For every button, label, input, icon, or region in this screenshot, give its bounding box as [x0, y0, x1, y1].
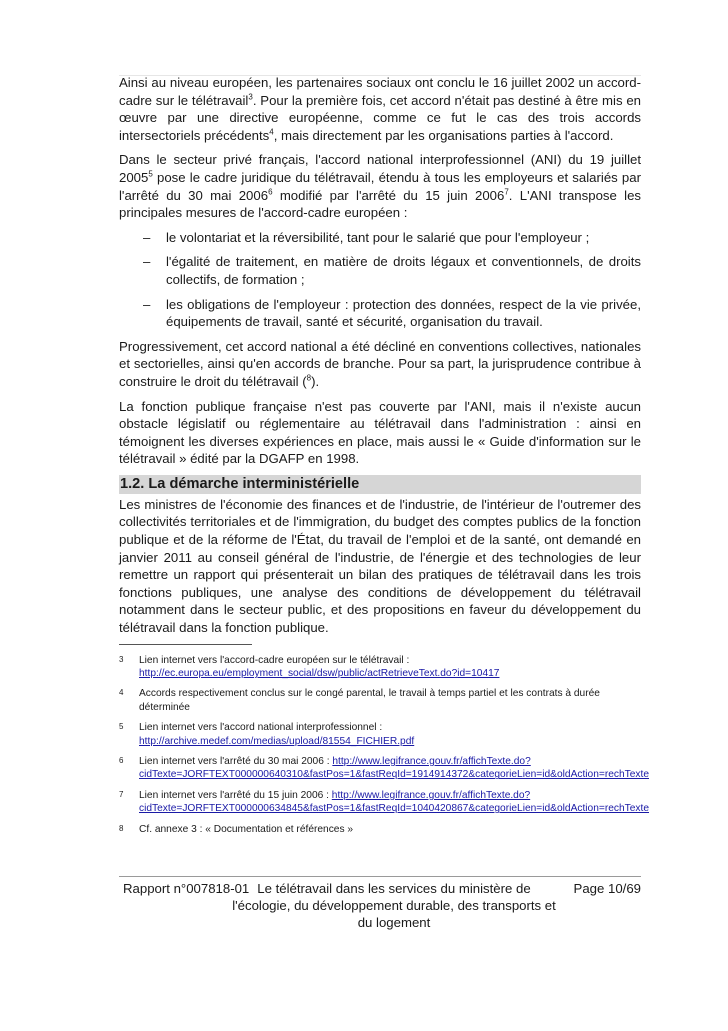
section-heading: 1.2. La démarche interministérielle: [119, 475, 641, 494]
footnote-3: [119, 654, 641, 681]
footnote-text: Lien internet vers l'accord-cadre européen sur le télétravail :: [139, 654, 410, 666]
footnote-7: [119, 789, 649, 816]
page-footer: [119, 880, 641, 930]
footnote-ref-4[interactable]: 4: [269, 127, 274, 137]
footer-rule: [119, 876, 641, 877]
report-title: Le télétravail dans les services du ministère de l'écologie, du développement durable, des transports et du logement: [232, 881, 556, 930]
footnote-number: 7: [119, 789, 124, 799]
report-reference: Rapport n°007818-01: [123, 881, 250, 896]
page-number: Page 10/69: [573, 881, 641, 896]
footnote-text: Lien internet vers l'accord national interprofessionnel :: [139, 722, 383, 734]
footnote-text: Lien internet vers l'arrêté du 30 mai 2006 :: [139, 756, 333, 768]
footnote-text: Lien internet vers l'arrêté du 15 juin 2006 :: [139, 789, 332, 801]
footnote-ref-7[interactable]: 7: [504, 187, 509, 197]
footnote-link[interactable]: http://archive.medef.com/medias/upload/81554_FICHIER.pdf: [139, 735, 415, 747]
footnote-ref-5[interactable]: 5: [148, 169, 153, 179]
footnote-6: [119, 755, 649, 782]
footnote-ref-6[interactable]: 6: [268, 187, 273, 197]
measures-list: [119, 229, 641, 331]
page-body: [119, 74, 649, 843]
footnote-link[interactable]: http://www.legifrance.gouv.fr/affichTexte.do?cidTexte=JORFTEXT000000640310&fastPos=1&fastReqId=1914914372&categorieLien=id&oldAction=rechTexte: [139, 756, 649, 781]
footnote-number: 8: [119, 823, 124, 833]
footnote-number: 6: [119, 756, 124, 766]
footnote-number: 4: [119, 688, 124, 698]
paragraph-progressively: Progressivement, cet accord national a été décliné en conventions collectives, nationales et sectorielles, ainsi qu'en accords de branche. Pour sa part, la jurisprudence contribue à construire le droit du télétravail ($^8$).: [119, 338, 641, 389]
footnote-number: 5: [119, 722, 124, 732]
paragraph-private-sector: Dans le secteur privé français, l'accord national interprofessionnel (ANI) du 19 juillet 2005$^5$ pose le cadre juridique du télétravail, étendu à tous les employeurs et salariés par l'arrêté du 30 mai 2006$^6$ modifié par l'arrêté du 15 juin 2006$^7$. L'ANI transpose les principales mesures de l'accord-cadre européen :: [119, 152, 641, 221]
footnote-8: [119, 823, 641, 836]
footnote-link[interactable]: http://ec.europa.eu/employment_social/dsw/public/actRetrieveText.do?id=10417: [139, 668, 500, 680]
footnote-4: [119, 687, 641, 714]
footnote-link[interactable]: http://www.legifrance.gouv.fr/affichTexte.do?cidTexte=JORFTEXT000000634845&fastPos=1&fastReqId=1040420867&categorieLien=id&oldAction=rechTexte: [139, 789, 649, 815]
footnote-5: [119, 721, 641, 748]
dash-bullet: –: [143, 254, 151, 270]
footnote-ref-3[interactable]: 3: [248, 92, 253, 102]
paragraph-public-service: La fonction publique française n'est pas couverte par l'ANI, mais il n'existe aucun obstacle législatif ou réglementaire au télétravail dans l'administration : ainsi en témoignent les diverses expériences en place, mais aussi le « Guide d'information sur le télétravail » édité par la DGAFP en 1998.: [119, 398, 641, 467]
footnote-separator: [119, 644, 252, 645]
dash-bullet: –: [143, 296, 151, 312]
paragraph-european-agreement: Ainsi au niveau européen, les partenaires sociaux ont conclu le 16 juillet 2002 un accord-cadre sur le télétravail$^3$. Pour la première fois, cet accord n'était pas destiné à être mis en œuvre par une directive européenne, comme ce fut le cas des trois accords intersectoriels précédents$^4$, mais directement par les organisations parties à l'accord.: [119, 75, 641, 143]
footnote-text: Cf. annexe 3 : « Documentation et références »: [139, 823, 354, 835]
footnote-text: Accords respectivement conclus sur le congé parental, le travail à temps partiel et les contrats à durée déterminée: [139, 688, 600, 713]
footnote-ref-8[interactable]: 8: [306, 373, 312, 383]
dash-bullet: –: [143, 229, 151, 245]
list-item: – le volontariat et la réversibilité, tant pour le salarié que pour l'employeur ;: [143, 229, 590, 245]
paragraph-ministers: Les ministres de l'économie des finances et de l'industrie, de l'intérieur de l'outremer des collectivités territoriales et de l'immigration, du budget des comptes publics de la fonction publique et de la réforme de l'État, du travail de l'emploi et de la santé, ont demandé en janvier 2011 au conseil général de l'industrie, de l'énergie et des technologies de leur remettre un rapport qui présenterait un bilan des pratiques de télétravail dans les trois fonctions publiques, une analyse des conditions de développement du télétravail notamment dans le secteur public, et des propositions en faveur du développement du télétravail dans la fonction publique.: [119, 496, 641, 636]
list-item: – l'égalité de traitement, en matière de droits légaux et conventionnels, de droits collectifs, de formation ;: [143, 254, 641, 287]
list-item: – les obligations de l'employeur : protection des données, respect de la vie privée, équipements de travail, santé et sécurité, organisation du travail.: [143, 296, 641, 330]
footnote-number: 3: [119, 654, 124, 664]
